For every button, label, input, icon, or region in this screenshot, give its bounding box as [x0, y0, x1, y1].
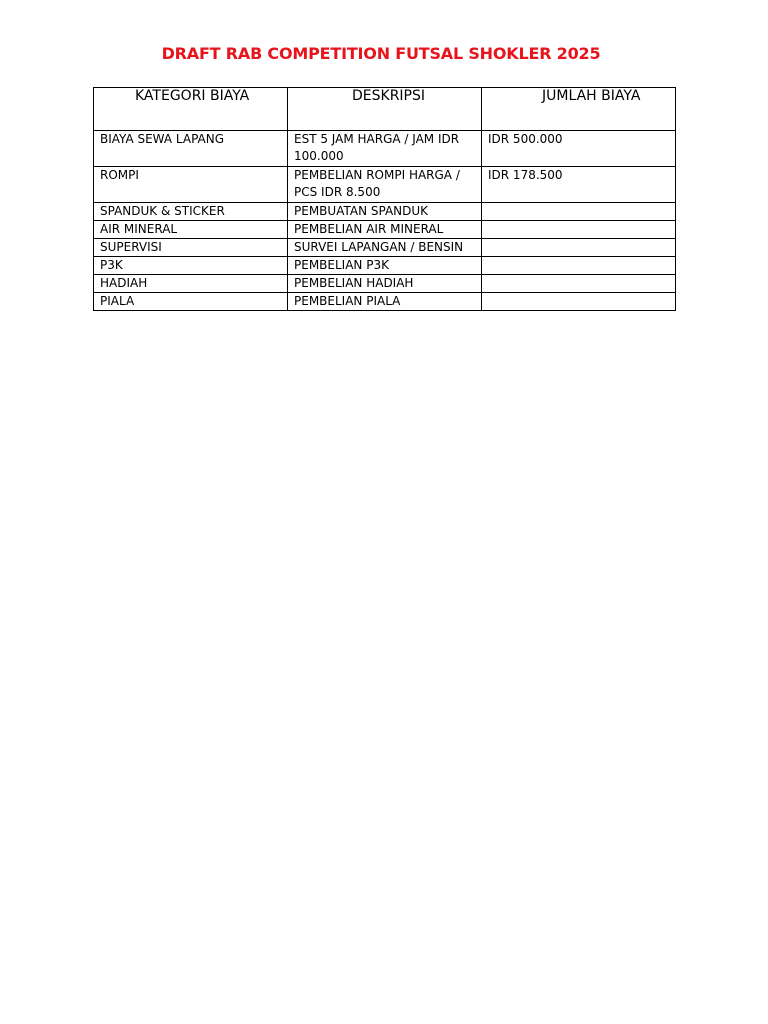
cell-kategori: SPANDUK & STICKER: [94, 203, 288, 221]
cell-kategori: PIALA: [94, 293, 288, 311]
cell-jumlah: IDR 500.000: [482, 131, 676, 167]
cell-jumlah: [482, 221, 676, 239]
table-row: [94, 239, 676, 257]
budget-table: [93, 87, 676, 311]
cell-jumlah: [482, 293, 676, 311]
cell-kategori: AIR MINERAL: [94, 221, 288, 239]
cell-kategori: P3K: [94, 257, 288, 275]
table-header-row: [94, 88, 676, 131]
cell-deskripsi: PEMBUATAN SPANDUK: [288, 203, 482, 221]
cell-deskripsi: PEMBELIAN ROMPI HARGA / PCS IDR 8.500: [288, 167, 482, 203]
page-title: DRAFT RAB COMPETITION FUTSAL SHOKLER 2025: [161, 44, 601, 63]
header-jumlah-biaya: JUMLAH BIAYA: [482, 88, 676, 131]
header-kategori-biaya: KATEGORI BIAYA: [94, 88, 288, 131]
cell-kategori: SUPERVISI: [94, 239, 288, 257]
cell-jumlah: [482, 203, 676, 221]
cell-deskripsi: PEMBELIAN HADIAH: [288, 275, 482, 293]
table-row: [94, 293, 676, 311]
cell-deskripsi: SURVEI LAPANGAN / BENSIN: [288, 239, 482, 257]
header-deskripsi: DESKRIPSI: [288, 88, 482, 131]
cell-jumlah: [482, 257, 676, 275]
cell-jumlah: IDR 178.500: [482, 167, 676, 203]
cell-kategori: ROMPI: [94, 167, 288, 203]
cell-deskripsi: EST 5 JAM HARGA / JAM IDR 100.000: [288, 131, 482, 167]
table-row: [94, 221, 676, 239]
table-row: [94, 131, 676, 167]
table-row: [94, 167, 676, 203]
table-row: [94, 275, 676, 293]
table-row: [94, 203, 676, 221]
cell-kategori: BIAYA SEWA LAPANG: [94, 131, 288, 167]
cell-deskripsi: PEMBELIAN P3K: [288, 257, 482, 275]
cell-kategori: HADIAH: [94, 275, 288, 293]
cell-jumlah: [482, 239, 676, 257]
cell-deskripsi: PEMBELIAN AIR MINERAL: [288, 221, 482, 239]
cell-deskripsi: PEMBELIAN PIALA: [288, 293, 482, 311]
cell-jumlah: [482, 275, 676, 293]
table-row: [94, 257, 676, 275]
